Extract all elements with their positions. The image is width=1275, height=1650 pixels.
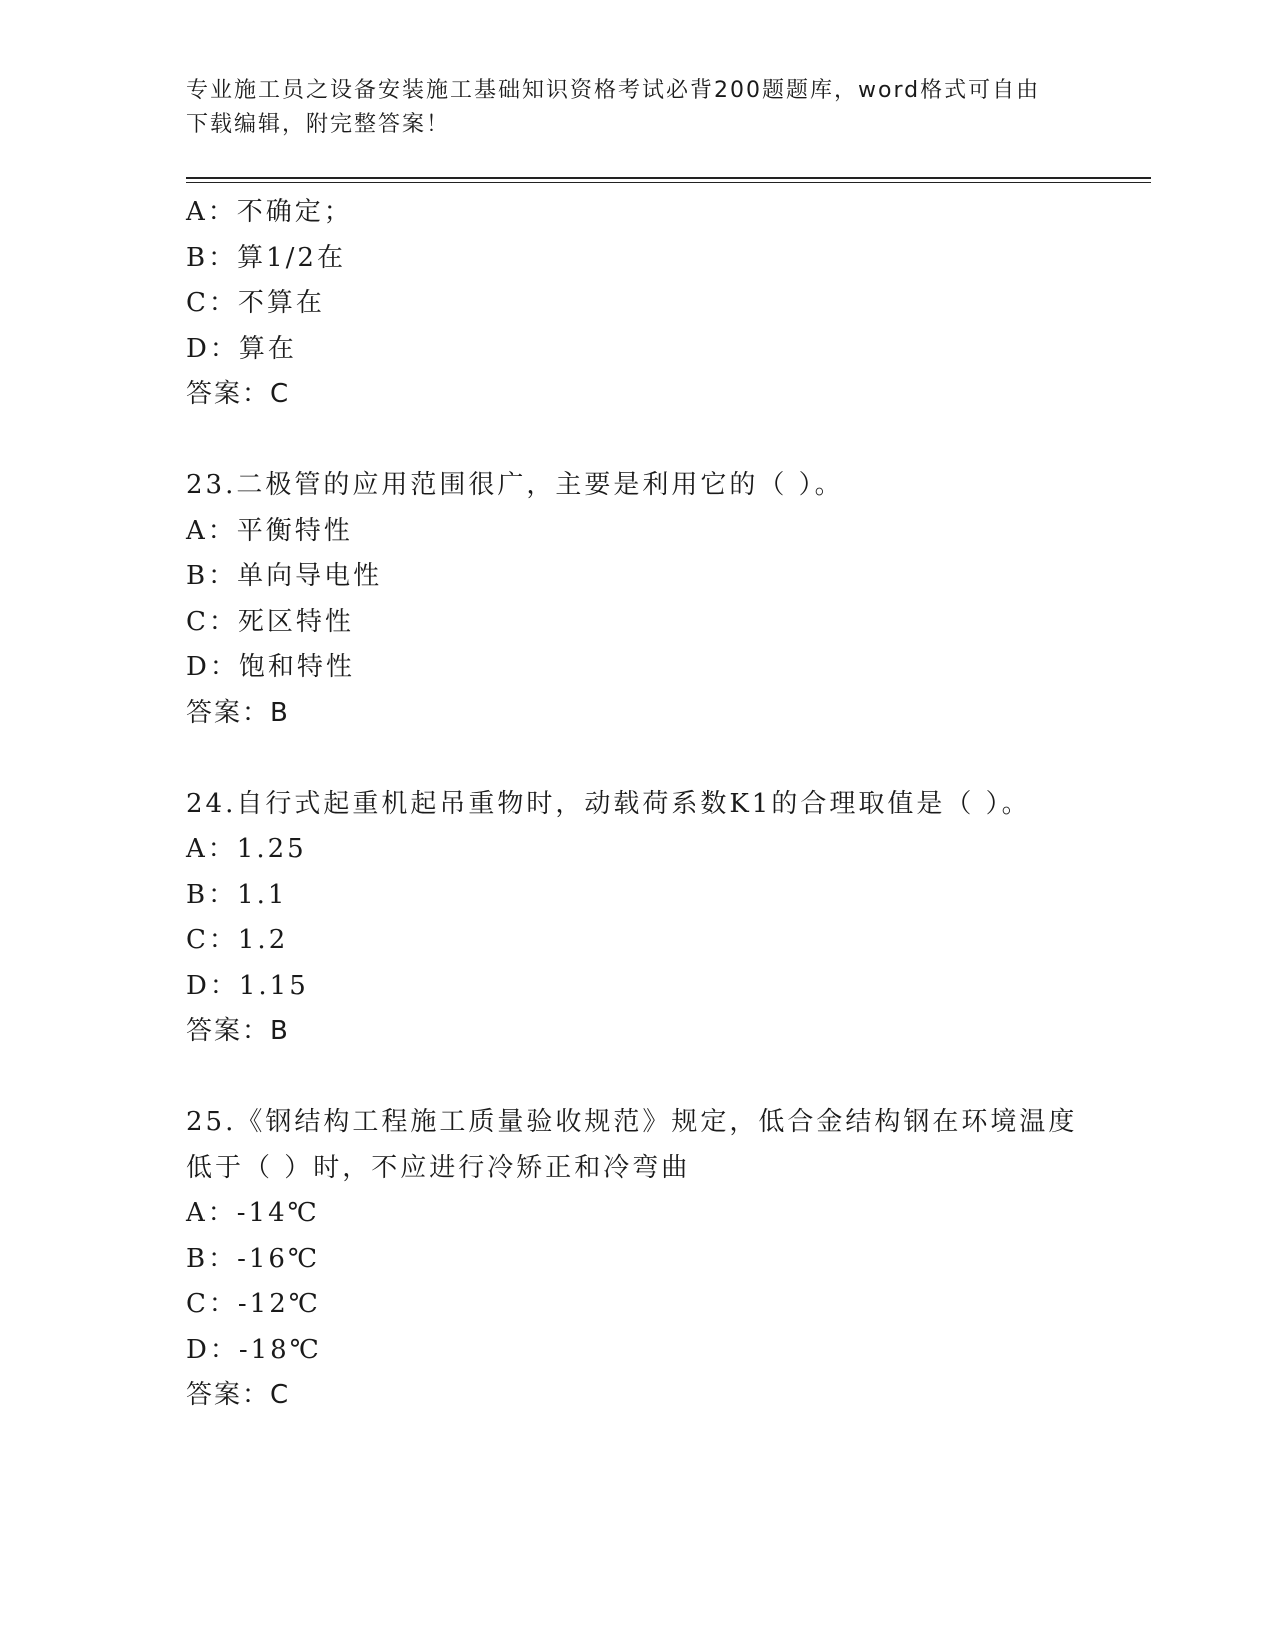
option-a: A：平衡特性 (186, 515, 353, 546)
question-list (186, 190, 1086, 1419)
question-stem-line-1: 25.《钢结构工程施工质量验收规范》规定，低合金结构钢在环境温度 (186, 1107, 1078, 1137)
question-stem-line-2: 低于（ ）时，不应进行冷矫正和冷弯曲 (186, 1152, 691, 1183)
option-c: C：-12℃ (186, 1289, 321, 1319)
option-c: C：死区特性 (186, 606, 354, 637)
answer: 答案：B (186, 697, 290, 728)
question-stem: 24.自行式起重机起吊重物时，动载荷系数K1的合理取值是（ ）。 (186, 788, 1031, 819)
question-22 (186, 190, 1086, 418)
answer: 答案：C (186, 379, 291, 409)
header-line-1: 专业施工员之设备安装施工基础知识资格考试必背200题题库，word格式可自由 (186, 78, 1041, 103)
option-d: D：1.15 (186, 970, 309, 1001)
option-d: D：-18℃ (186, 1334, 322, 1365)
option-b: B：-16℃ (186, 1243, 321, 1274)
question-stem: 23.二极管的应用范围很广，主要是利用它的（ ）。 (186, 470, 844, 500)
spacer (186, 418, 1086, 464)
answer: 答案：B (186, 1016, 290, 1046)
question-24 (186, 782, 1086, 1055)
question-25 (186, 1100, 1086, 1419)
header-rule-thick (186, 177, 1151, 179)
option-d: D：算在 (186, 333, 297, 364)
spacer (186, 736, 1086, 782)
option-b: B：单向导电性 (186, 561, 383, 591)
option-d: D：饱和特性 (186, 652, 355, 682)
option-a: A：不确定； (186, 197, 353, 227)
option-b: B：算1/2在 (186, 242, 346, 273)
option-b: B：1.1 (186, 879, 288, 910)
document-header (186, 74, 1086, 142)
question-23 (186, 463, 1086, 736)
spacer (186, 1055, 1086, 1101)
option-a: A：-14℃ (186, 1198, 320, 1228)
option-c: C：不算在 (186, 288, 325, 318)
option-c: C：1.2 (186, 925, 289, 955)
answer: 答案：C (186, 1380, 291, 1410)
option-a: A：1.25 (186, 834, 307, 864)
header-rule-thin (186, 182, 1151, 183)
header-line-2: 下载编辑，附完整答案！ (186, 112, 451, 137)
